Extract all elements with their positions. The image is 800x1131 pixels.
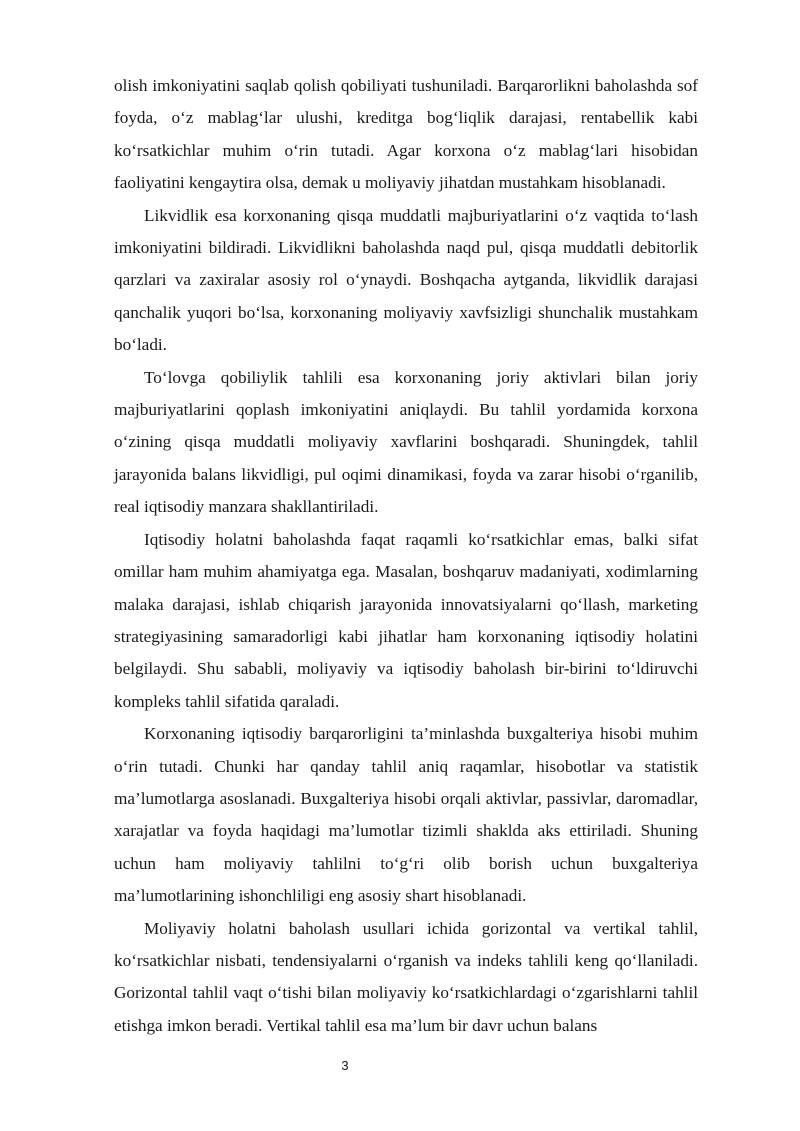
paragraph-4: Iqtisodiy holatni baholashda faqat raqamli ko‘rsatkichlar emas, balki sifat omillar ham muhim ahamiyatga ega. Masalan, boshqaruv madaniyati, xodimlarning malaka darajasi, ishlab chiqarish jarayonida innovatsiyalarni qo‘llash, marketing strategiyasining samaradorligi kabi jihatlar ham korxonaning iqtisodiy holatini belgilaydi. Shu sababli, moliyaviy va iqtisodiy baholash bir-birini to‘ldiruvchi kompleks tahlil sifatida qaraladi. <box>114 529 698 711</box>
paragraph-6: Moliyaviy holatni baholash usullari ichida gorizontal va vertikal tahlil, ko‘rsatkichlar nisbati, tendensiyalarni o‘rganish va indeks tahlili keng qo‘llaniladi. Gorizontal tahlil vaqt o‘tishi bilan moliyaviy ko‘rsatkichlardagi o‘zgarishlarni tahlil etishga imkon beradi. Vertikal tahlil esa ma’lum bir davr uchun balans <box>114 918 698 1035</box>
paragraph-1: olish imkoniyatini saqlab qolish qobiliyati tushuniladi. Barqarorlikni baholashda sof foyda, o‘z mablag‘lar ulushi, kreditga bog‘liqlik darajasi, rentabellik kabi ko‘rsatkichlar muhim o‘rin tutadi. Agar korxona o‘z mablag‘lari hisobidan faoliyatini kengaytira olsa, demak u moliyaviy jihatdan mustahkam hisoblanadi. <box>114 76 698 193</box>
body-text <box>114 70 698 1042</box>
page-number: 3 <box>341 1058 349 1073</box>
paragraph-3: To‘lovga qobiliylik tahlili esa korxonaning joriy aktivlari bilan joriy majburiyatlarini qoplash imkoniyatini aniqlaydi. Bu tahlil yordamida korxona o‘zining qisqa muddatli moliyaviy xavflarini boshqaradi. Shuningdek, tahlil jarayonida balans likvidligi, pul oqimi dinamikasi, foyda va zarar hisobi o‘rganilib, real iqtisodiy manzara shakllantiriladi. <box>114 367 698 517</box>
paragraph-2: Likvidlik esa korxonaning qisqa muddatli majburiyatlarini o‘z vaqtida to‘lash imkoniyatini bildiradi. Likvidlikni baholashda naqd pul, qisqa muddatli debitorlik qarzlari va zaxiralar asosiy rol o‘ynaydi. Boshqacha aytganda, likvidlik darajasi qanchalik yuqori bo‘lsa, korxonaning moliyaviy xavfsizligi shunchalik mustahkam bo‘ladi. <box>114 205 698 355</box>
paragraph-5: Korxonaning iqtisodiy barqarorligini ta’minlashda buxgalteriya hisobi muhim o‘rin tutadi. Chunki har qanday tahlil aniq raqamlar, hisobotlar va statistik ma’lumotlarga asoslanadi. Buxgalteriya hisobi orqali aktivlar, passivlar, daromadlar, xarajatlar va foyda haqidagi ma’lumotlar tizimli shaklda aks ettiriladi. Shuning uchun ham moliyaviy tahlilni to‘g‘ri olib borish uchun buxgalteriya ma’lumotlarining ishonchliligi eng asosiy shart hisoblanadi. <box>114 724 698 906</box>
